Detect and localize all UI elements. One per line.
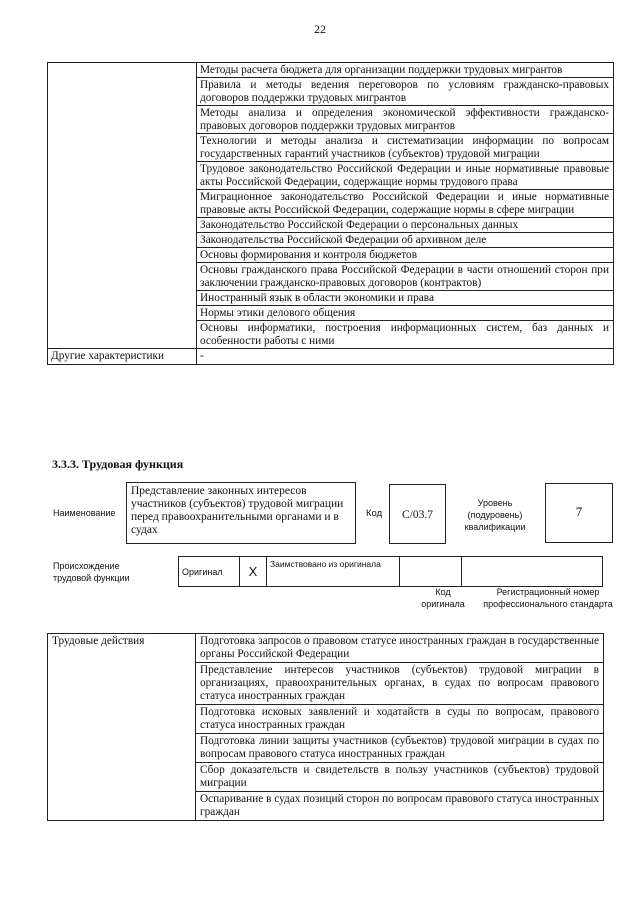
origin-label [53,560,153,584]
knowledge-item: Правила и методы ведения переговоров по условиям гражданско-правовых договоров поддержки трудовых мигрантов [197,78,614,106]
knowledge-item: Основы формирования и контроля бюджетов [197,248,614,263]
origin-label-text: Происхождение трудовой функции [53,561,130,583]
function-name-box: Представление законных интересов участников (субъектов) трудовой миграции перед правоохранительными органами и в судах [126,482,356,544]
knowledge-item: Методы расчета бюджета для организации поддержки трудовых мигрантов [197,63,614,78]
reg-number-cell [462,557,603,587]
original-mark: X [240,557,267,587]
action-item: Подготовка исковых заявлений и ходатайств в суды по вопросам, правового статуса иностранных граждан [196,705,604,734]
knowledge-item: Методы анализа и определения экономической эффективности гражданско-правовых договоров поддержки трудовых мигрантов [197,106,614,134]
code-label: Код [366,508,383,519]
actions-table [47,633,604,821]
table-row [48,634,604,663]
actions-label: Трудовые действия [48,634,196,821]
level-value-box: 7 [545,483,613,543]
table-row [48,63,614,78]
knowledge-item: Законодательство Российской Федерации о персональных данных [197,218,614,233]
knowledge-item: Трудовое законодательство Российской Федерации и иные нормативные правовые акты Российской Федерации, содержащие нормы трудового права [197,162,614,190]
knowledge-label-cell [48,63,197,349]
origin-code-label: Код оригинала [421,587,465,609]
knowledge-item: Основы информатики, построения информационных систем, баз данных и особенности работы с ними [197,321,614,349]
section-title: 3.3.3. Трудовая функция [52,457,184,471]
knowledge-item: Миграционное законодательство Российской Федерации и иные нормативные правовые акты Российской Федерации, содержащие нормы в сфере миграции [197,190,614,218]
knowledge-table [47,62,614,365]
function-code-box: C/03.7 [389,484,446,544]
knowledge-item: Законодательства Российской Федерации об архивном деле [197,233,614,248]
table-row [179,557,603,587]
original-label: Оригинал [179,557,240,587]
other-characteristics-label: Другие характеристики [48,349,197,365]
action-item: Подготовка линии защиты участников (субъектов) трудовой миграции в судах по вопросам правового статуса иностранных граждан [196,734,604,763]
action-item: Оспаривание в судах позиций сторон по вопросам правового статуса иностранных граждан [196,792,604,821]
knowledge-item: Иностранный язык в области экономики и права [197,291,614,306]
origin-table [178,556,603,587]
reg-number-label: Регистрационный номер профессионального стандарта [483,587,613,609]
borrowed-label: Заимствовано из оригинала [267,557,400,587]
name-label: Наименование [53,508,116,518]
knowledge-item: Нормы этики делового общения [197,306,614,321]
other-characteristics-row [48,349,614,365]
origin-code-cell [400,557,462,587]
action-item: Представление интересов участников (субъектов) трудовой миграции в организациях, правоохранительных органах, в судах по вопросам правового статуса иностранных граждан [196,663,604,705]
level-label: Уровень (подуровень) квалификации [464,498,526,532]
action-item: Подготовка запросов о правовом статусе иностранных граждан в государственные органы Российской Федерации [196,634,604,663]
knowledge-item: Основы гражданского права Российской Федерации в части отношений сторон при заключении гражданско-правовых договоров (контрактов) [197,263,614,291]
knowledge-item: Технологии и методы анализа и систематизации информации по вопросам государственных гарантий участников (субъектов) трудовой миграции [197,134,614,162]
other-characteristics-value: - [197,349,614,365]
page-number: 22 [314,22,326,36]
action-item: Сбор доказательств и свидетельств в пользу участников (субъектов) трудовой миграции [196,763,604,792]
